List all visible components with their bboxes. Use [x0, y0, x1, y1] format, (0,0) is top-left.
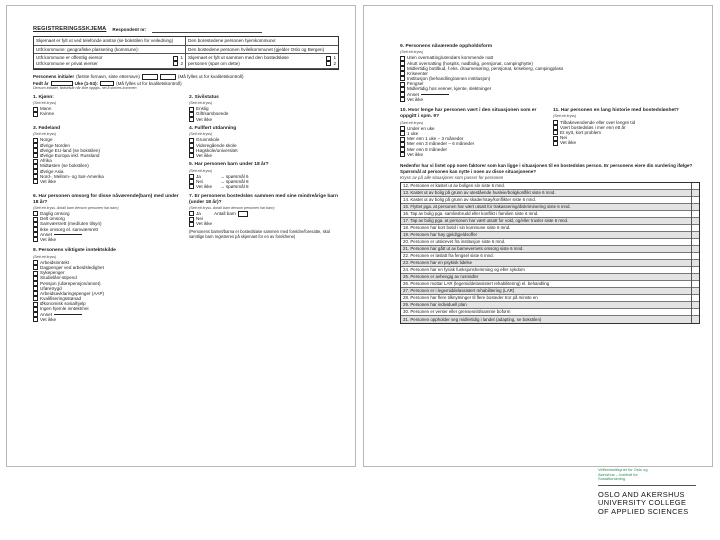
table-row: 17. Tap av bolig pga. at personen har vært utsatt for vold, og/eller trusler siste 6 mnd. [401, 218, 699, 225]
factors-table [400, 182, 700, 324]
table-row: 27. Personen er i legemiddelassistert rehabilitering (LAR) [401, 288, 699, 295]
table-row: 26. Personen mottar LAR (legemiddelassistert rehabilitering) el. behandling [401, 281, 699, 288]
week-label: Uke (1-53): [74, 80, 99, 86]
checkbox[interactable] [326, 56, 331, 61]
logo-tagline: Velferdsstilsynet for Oslo og Akershus – Institutt for Sosialforskning [598, 467, 648, 482]
logo-divider [598, 485, 696, 486]
form-header [33, 26, 339, 33]
checkbox[interactable] [691, 274, 699, 281]
checkbox[interactable] [189, 184, 194, 189]
table-row: 18. Personen har kort botid i sin kommune siste 6 mnd. [401, 225, 699, 232]
grid-cell: Skjemaet er fylt ut ved telefonde anstrø (se bokstilen for veiledning) [34, 37, 186, 46]
questions-10-11 [400, 108, 700, 157]
checkbox[interactable] [691, 239, 699, 246]
question-3: 3. Fødeland (Sett ett kryss) Norge Øvrige Norden Øvrige EU-land (se bokstilen) Øvrige Europa inkl. Russland Afrika Midtøsten (se bokstilen) Øvrige Asia Nord-, Mellom- og Sør-Amerika Vet ikke [33, 126, 104, 184]
checkbox[interactable] [189, 222, 194, 227]
table-row: 24. Personen har en fysisk funksjonshemming og eller sykdom [401, 267, 699, 274]
question-11: 11. Har personen en lang historie med bostedsløshet? (Sett ett kryss) Tilbakevendende eller over lengre tid Vært bostedsløs i mer enn ett år Et nytt, kort problem Nei Vet ikke [553, 108, 679, 146]
form-info-grid [33, 36, 339, 70]
grid-cell: Utfr.kommune er offentlig eiersor 1 Utfr.kommune er privat eierser 2 [34, 54, 186, 68]
checkbox[interactable] [33, 317, 38, 322]
checkbox[interactable] [173, 61, 178, 66]
table-row: 16. Tap av bolig pga. samlivsbrudd eller konflikt i familien siste 6 mnd. [401, 211, 699, 218]
table-row: 31. Personen oppholder seg midlertidig i landet (adapting, se bokstilen) [401, 316, 699, 323]
table-row: 28. Personen har flere tilknytninger til flere bosteder tror på minste en [401, 295, 699, 302]
checkbox[interactable] [400, 97, 405, 102]
checkbox[interactable] [189, 117, 194, 122]
question-8: 8. Personens viktigste inntektskilde (Sett ett kryss) Arbeidsinntekt Dagpenger ved arbeidsledighet Sykepenger Studielån/-stipend Pensjon (uførepensjon/annet) Uføretrygd Arbeidsavklaringspenger (AAP) Kvalifiseringsstønad Økonomisk sosialhjelp Ingen hjemle inntekt/nei Annet Vet ikke [33, 248, 116, 322]
table-row: 15. Flyttet pga. at personen har vært utsatt for trakassering/diskriminering siste 6 mnd. [401, 204, 699, 211]
checkbox[interactable] [326, 61, 331, 66]
table-row: 20. Personen er utskrevet fra institusjon siste 6 mnd. [401, 239, 699, 246]
checkbox[interactable] [691, 211, 699, 218]
table-row: 23. Personen har en psykisk lidelse [401, 260, 699, 267]
child-count-input[interactable] [238, 211, 248, 217]
table-row: 30. Personen er venter eller grensesnitt/samme boform [401, 309, 699, 316]
checkbox[interactable] [173, 56, 178, 61]
form-page-right [363, 5, 713, 467]
grid-cell: Skjemaet er fylt ut sammen med den bostedsløse 1 personen (spør om dette) 2 [186, 54, 338, 68]
form-page-right-content [400, 44, 700, 458]
form-page-left [6, 5, 356, 467]
birth-year-label: Født år [33, 80, 49, 86]
questions-6-7 [33, 194, 339, 243]
initials-input-2[interactable] [160, 74, 176, 80]
checkbox[interactable] [189, 153, 194, 158]
checkbox[interactable] [33, 237, 38, 242]
table-row: 22. Personen er løslatt fra fengsel siste 6 mnd. [401, 253, 699, 260]
question-7: 7. Er personens bostedsløs sammen med sine mindreårige barn (under 18 år)? (Sett ett kryss. Antall barn dersom personen har barn) Ja Antall barn Nei Vet ikke (Personens barnet/barna er bostedsløse sammen med foreldre/foresatte, skal samtlige barn registreres på skjemaet for en av foreldrene) [189, 193, 338, 239]
table-row: 14. Kastet ut av bolig på grunn av skader/støy/konflikter siste 6 mnd. [401, 197, 699, 204]
question-6: 6. Har personen omsorg for disse nåværende(barn) med under 18 år? (Sett ett kryss. Antall barn dersom personen har barn) Daglig omsorg Delt omsorg Samværsrett (med/uten tilsyn) Ikke omsorg el. samværsrett Annet Vet ikke [33, 193, 179, 242]
checkbox[interactable] [33, 179, 38, 184]
checkbox[interactable] [691, 316, 699, 323]
checkbox[interactable] [691, 295, 699, 302]
checkbox[interactable] [691, 204, 699, 211]
checkbox[interactable] [553, 141, 558, 146]
question-1: 1. Kjønn: (Sett ett kryss) Mann Kvinne [33, 94, 57, 117]
checkbox[interactable] [691, 281, 699, 288]
form-title: REGISTRERINGSSKJEMA [33, 26, 107, 32]
question-4: 4. Fullført utdanning (Sett ett kryss) Grunnskole Videregående skole Høgskole/universitet Vet ikke [189, 126, 238, 158]
initials-label: Personens initialer [33, 73, 75, 79]
question-2: 2. Sivilstatus (Sett ett kryss) Enslig Gift/samboende Vet ikke [189, 94, 229, 122]
questions-3-5 [33, 126, 339, 190]
checkbox[interactable] [691, 197, 699, 204]
table-row: 21. Personen har gått ut av barnevernets omsorg siste 6 mnd. [401, 246, 699, 253]
checkbox[interactable] [400, 152, 405, 157]
initials-input[interactable] [142, 74, 158, 80]
grid-cell[interactable]: Utfr.kommune: geografiske plassering (kommune): [34, 46, 186, 55]
checkbox[interactable] [691, 183, 699, 190]
checkbox[interactable] [691, 190, 699, 197]
checkbox[interactable] [691, 267, 699, 274]
checkbox[interactable] [691, 218, 699, 225]
form-page-left-content [33, 26, 339, 458]
checkbox[interactable] [691, 260, 699, 267]
checkbox[interactable] [691, 302, 699, 309]
checkbox[interactable] [691, 288, 699, 295]
checkbox[interactable] [691, 253, 699, 260]
questions-1-2 [33, 95, 339, 122]
factors-intro: Nedenfor har vi listet opp noen faktorer som kan ligge i situasjonen til en bostedsløs person. Er personens eiere din vurdering ifølge? Spørsmål at personen kan nytte i noen av disse situasjonene? Kryss av på alle situasjoner som passer for personen [400, 163, 693, 180]
question-5: 5. Har personen barn under 18 år? (Sett ett kryss) Ja → spørsmål 6 Nei → spørsmål 8 Vet ikke → spørsmål 8 [189, 162, 269, 190]
table-row: 19. Personen har høy gjeld/gjeldsoffer [401, 232, 699, 239]
respondent-label: Respondent nr: [112, 27, 147, 33]
table-row: 13. Kastet ut av bolig på grunn av utestående husleie/boligkonflikt siste 6 mnd. [401, 190, 699, 197]
checkbox[interactable] [691, 309, 699, 316]
table-row: 12. Personen er kastet ut av boligen sin siste 6 mnd. [401, 183, 699, 190]
grid-cell[interactable]: Den borestedene personen hjemkommune: [186, 37, 338, 46]
person-identity: Personens initialer (første fornavn, siste etternavn) (Må fylles ut for kvalitetskontroll) Født år Uke (1-53): (Må fylles ut for kvalitetskontroll) Dersom initialer, fødselsår når ikke oppgis, nei å skrives kommen [33, 73, 244, 91]
logo-wordmark: OSLO AND AKERSHUS UNIVERSITY COLLEGE OF APPLIED SCIENCES [598, 489, 689, 516]
checkbox[interactable] [33, 112, 38, 117]
college-logo [598, 468, 714, 516]
grid-cell[interactable]: Den bostedene personen hvilelkommunet (gjelder Oslo og Bergen) [186, 46, 338, 55]
checkbox[interactable] [691, 246, 699, 253]
table-row: 25. Personen er avhengig av rusmidler [401, 274, 699, 281]
question-10: 10. Hvor lenge har personen vært i den situasjonen som er oppgitt i spm. 9? (Sett ett kryss) Under en uke 1 uke Mer enn 1 uke – 3 måneder Mer enn 3 måneder – 6 måneder Mer enn 6 måneder Vet ikke [400, 108, 537, 157]
checkbox[interactable] [691, 232, 699, 239]
respondent-field[interactable] [152, 32, 262, 33]
checkbox[interactable] [691, 225, 699, 232]
table-row: 29. Personen har individuell plan [401, 302, 699, 309]
question-9: 9. Personens nåværende oppholdsform (Sett ett kryss) Uten overnatting/utendørs kommende natt Akutt overnatting (hospits, nødbolig, pensjonat, campinghytte) Midlertidig botilbud, f.eks. draumenøring, pensjonat, kriseberg, campingplass Kriseenter Institusjon (behandling/annen institusjon) Fengsel Midlertidig hos venner, kjente, slektninger Annet Vet ikke [400, 44, 564, 102]
